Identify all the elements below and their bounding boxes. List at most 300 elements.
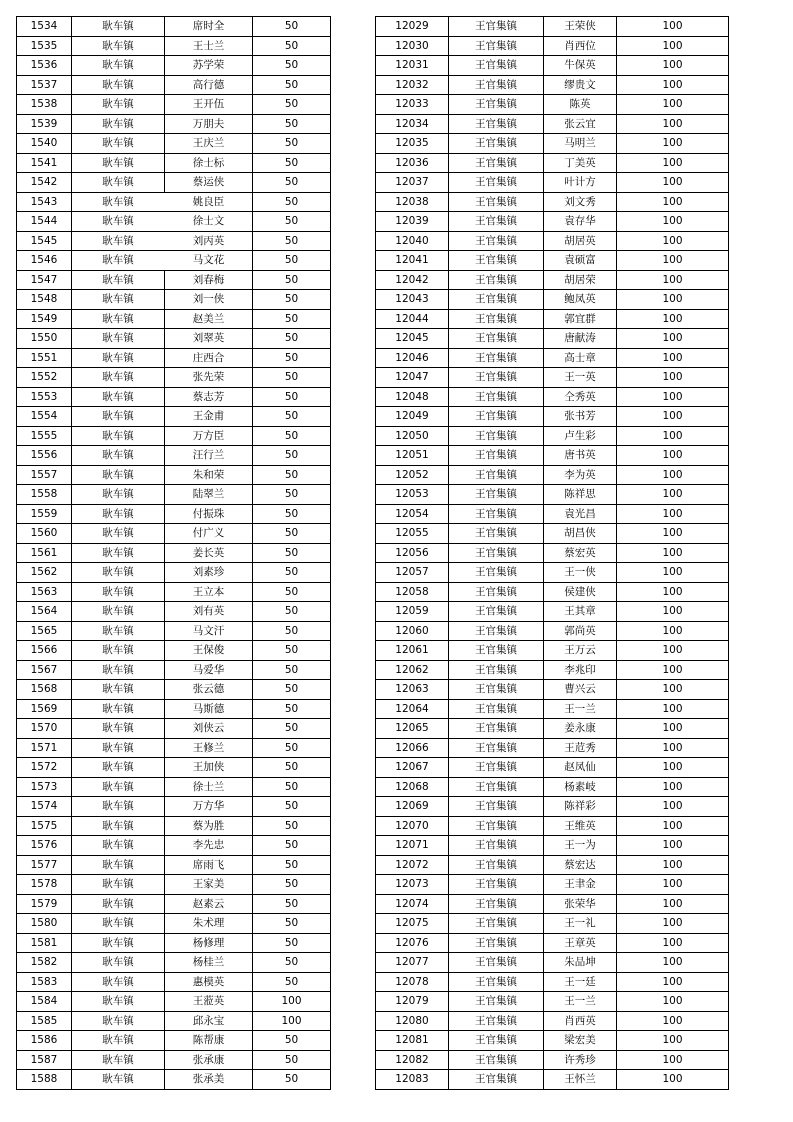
name-cell: 胡昌侠: [544, 524, 617, 544]
town-cell: 王官集镇: [449, 1011, 544, 1031]
town-cell: 王官集镇: [449, 602, 544, 622]
amount-cell: 50: [253, 134, 331, 154]
amount-cell: 100: [617, 251, 729, 271]
table-row: [17, 290, 331, 310]
name-cell: 肖西位: [544, 36, 617, 56]
town-cell: 耿车镇: [72, 797, 165, 817]
row-number-cell: 1567: [17, 660, 72, 680]
amount-cell: 100: [617, 290, 729, 310]
name-cell: 刘素珍: [165, 563, 253, 583]
row-number-cell: 1580: [17, 914, 72, 934]
name-cell: 席雨飞: [165, 855, 253, 875]
amount-cell: 100: [617, 114, 729, 134]
table-row: [376, 153, 729, 173]
row-number-cell: 12047: [376, 368, 449, 388]
amount-cell: 50: [253, 602, 331, 622]
amount-cell: 50: [253, 875, 331, 895]
table-row: [376, 56, 729, 76]
row-number-cell: 12033: [376, 95, 449, 115]
name-cell: 袁硕富: [544, 251, 617, 271]
name-cell: 王士兰: [165, 36, 253, 56]
row-number-cell: 12070: [376, 816, 449, 836]
row-number-cell: 1555: [17, 426, 72, 446]
table-row: [376, 407, 729, 427]
amount-cell: 100: [617, 504, 729, 524]
table-row: [17, 972, 331, 992]
name-cell: 刘一侠: [165, 290, 253, 310]
name-cell: 王蒞英: [165, 992, 253, 1012]
name-cell: 马爱华: [165, 660, 253, 680]
amount-cell: 50: [253, 212, 331, 232]
town-cell: 王官集镇: [449, 582, 544, 602]
amount-cell: 100: [617, 855, 729, 875]
row-number-cell: 1544: [17, 212, 72, 232]
table-row: [376, 621, 729, 641]
amount-cell: 50: [253, 36, 331, 56]
table-row: [17, 75, 331, 95]
amount-cell: 100: [617, 641, 729, 661]
table-row: [376, 212, 729, 232]
name-cell: 王保俊: [165, 641, 253, 661]
amount-cell: 50: [253, 504, 331, 524]
town-cell: 耿车镇: [72, 621, 165, 641]
name-cell: 唐书英: [544, 446, 617, 466]
table-row: [376, 309, 729, 329]
table-row: [376, 816, 729, 836]
town-cell: 耿车镇: [72, 914, 165, 934]
row-number-cell: 1553: [17, 387, 72, 407]
name-cell: 徐士文: [165, 212, 253, 232]
name-cell: 刘春梅: [165, 270, 253, 290]
amount-cell: 50: [253, 56, 331, 76]
town-cell: 耿车镇: [72, 231, 165, 251]
amount-cell: 50: [253, 524, 331, 544]
town-cell: 王官集镇: [449, 446, 544, 466]
amount-cell: 50: [253, 426, 331, 446]
row-number-cell: 1535: [17, 36, 72, 56]
row-number-cell: 12052: [376, 465, 449, 485]
name-cell: 王一礼: [544, 914, 617, 934]
amount-cell: 100: [617, 1031, 729, 1051]
name-cell: 杨桂兰: [165, 953, 253, 973]
amount-cell: 100: [617, 836, 729, 856]
name-cell: 陈祥思: [544, 485, 617, 505]
row-number-cell: 1541: [17, 153, 72, 173]
row-number-cell: 12031: [376, 56, 449, 76]
town-cell: 王官集镇: [449, 777, 544, 797]
town-cell: 耿车镇: [72, 368, 165, 388]
name-cell: 杨修理: [165, 933, 253, 953]
town-cell: 耿车镇: [72, 290, 165, 310]
name-cell: 张书芳: [544, 407, 617, 427]
table-row: [376, 36, 729, 56]
amount-cell: 100: [617, 134, 729, 154]
amount-cell: 100: [617, 212, 729, 232]
town-cell: 耿车镇: [72, 192, 165, 212]
row-number-cell: 1564: [17, 602, 72, 622]
amount-cell: 100: [617, 95, 729, 115]
name-cell: 蔡宏英: [544, 543, 617, 563]
town-cell: 王官集镇: [449, 309, 544, 329]
table-row: [376, 95, 729, 115]
amount-cell: 50: [253, 933, 331, 953]
amount-cell: 50: [253, 387, 331, 407]
table-row: [376, 192, 729, 212]
name-cell: 马斯德: [165, 699, 253, 719]
town-cell: 王官集镇: [449, 17, 544, 37]
name-cell: 蔡为胜: [165, 816, 253, 836]
town-cell: 王官集镇: [449, 212, 544, 232]
table-row: [376, 270, 729, 290]
table-row: [376, 114, 729, 134]
name-cell: 王一英: [544, 368, 617, 388]
table-row: [376, 855, 729, 875]
row-number-cell: 1582: [17, 953, 72, 973]
table-row: [376, 894, 729, 914]
town-cell: 王官集镇: [449, 485, 544, 505]
name-cell: 王一兰: [544, 699, 617, 719]
row-number-cell: 1556: [17, 446, 72, 466]
table-row: [17, 56, 331, 76]
amount-cell: 100: [617, 1011, 729, 1031]
town-cell: 耿车镇: [72, 173, 165, 193]
name-cell: 惠模英: [165, 972, 253, 992]
row-number-cell: 1536: [17, 56, 72, 76]
amount-cell: 50: [253, 95, 331, 115]
row-number-cell: 12046: [376, 348, 449, 368]
town-cell: 耿车镇: [72, 563, 165, 583]
town-cell: 王官集镇: [449, 680, 544, 700]
row-number-cell: 12077: [376, 953, 449, 973]
town-cell: 耿车镇: [72, 134, 165, 154]
name-cell: 徐士兰: [165, 777, 253, 797]
name-cell: 陈帮康: [165, 1031, 253, 1051]
name-cell: 庄西合: [165, 348, 253, 368]
name-cell: 席时全: [165, 17, 253, 37]
town-cell: 王官集镇: [449, 1070, 544, 1090]
row-number-cell: 1563: [17, 582, 72, 602]
name-cell: 王维英: [544, 816, 617, 836]
table-row: [17, 485, 331, 505]
row-number-cell: 12067: [376, 758, 449, 778]
name-cell: 陈祥彩: [544, 797, 617, 817]
row-number-cell: 1548: [17, 290, 72, 310]
name-cell: 邱永宝: [165, 1011, 253, 1031]
name-cell: 王立本: [165, 582, 253, 602]
town-cell: 王官集镇: [449, 329, 544, 349]
amount-cell: 100: [617, 719, 729, 739]
table-row: [376, 543, 729, 563]
amount-cell: 100: [617, 680, 729, 700]
amount-cell: 100: [617, 368, 729, 388]
amount-cell: 50: [253, 894, 331, 914]
row-number-cell: 1586: [17, 1031, 72, 1051]
town-cell: 耿车镇: [72, 329, 165, 349]
table-row: [17, 602, 331, 622]
right-table: [375, 16, 729, 1090]
name-cell: 叶计方: [544, 173, 617, 193]
amount-cell: 50: [253, 855, 331, 875]
amount-cell: 50: [253, 563, 331, 583]
town-cell: 王官集镇: [449, 426, 544, 446]
row-number-cell: 12076: [376, 933, 449, 953]
table-row: [17, 758, 331, 778]
name-cell: 万朋夫: [165, 114, 253, 134]
amount-cell: 100: [617, 387, 729, 407]
amount-cell: 100: [617, 1050, 729, 1070]
name-cell: 姚良臣: [165, 192, 253, 212]
table-row: [17, 329, 331, 349]
amount-cell: 50: [253, 816, 331, 836]
amount-cell: 100: [617, 192, 729, 212]
row-number-cell: 12044: [376, 309, 449, 329]
name-cell: 王金甫: [165, 407, 253, 427]
name-cell: 蔡运侠: [165, 173, 253, 193]
table-row: [376, 348, 729, 368]
table-row: [376, 582, 729, 602]
name-cell: 鲍凤英: [544, 290, 617, 310]
table-row: [376, 738, 729, 758]
name-cell: 刘丙英: [165, 231, 253, 251]
row-number-cell: 1538: [17, 95, 72, 115]
name-cell: 高士章: [544, 348, 617, 368]
name-cell: 郭尚英: [544, 621, 617, 641]
amount-cell: 50: [253, 797, 331, 817]
name-cell: 张云宜: [544, 114, 617, 134]
name-cell: 刘有英: [165, 602, 253, 622]
town-cell: 耿车镇: [72, 972, 165, 992]
town-cell: 耿车镇: [72, 1070, 165, 1090]
amount-cell: 100: [617, 894, 729, 914]
row-number-cell: 1581: [17, 933, 72, 953]
table-row: [17, 1070, 331, 1090]
table-row: [17, 114, 331, 134]
table-row: [17, 173, 331, 193]
table-row: [376, 972, 729, 992]
row-number-cell: 1584: [17, 992, 72, 1012]
table-row: [17, 914, 331, 934]
table-row: [17, 953, 331, 973]
amount-cell: 100: [617, 738, 729, 758]
name-cell: 李先忠: [165, 836, 253, 856]
table-row: [17, 719, 331, 739]
amount-cell: 50: [253, 173, 331, 193]
amount-cell: 100: [617, 153, 729, 173]
row-number-cell: 12054: [376, 504, 449, 524]
left-table: [16, 16, 331, 1090]
table-row: [376, 465, 729, 485]
amount-cell: 50: [253, 1031, 331, 1051]
table-row: [376, 1031, 729, 1051]
table-row: [17, 855, 331, 875]
table-row: [376, 17, 729, 37]
town-cell: 耿车镇: [72, 602, 165, 622]
name-cell: 赵美兰: [165, 309, 253, 329]
amount-cell: 50: [253, 407, 331, 427]
town-cell: 耿车镇: [72, 641, 165, 661]
town-cell: 王官集镇: [449, 738, 544, 758]
amount-cell: 50: [253, 1070, 331, 1090]
town-cell: 王官集镇: [449, 173, 544, 193]
town-cell: 耿车镇: [72, 56, 165, 76]
name-cell: 王万云: [544, 641, 617, 661]
town-cell: 王官集镇: [449, 992, 544, 1012]
row-number-cell: 12058: [376, 582, 449, 602]
name-cell: 马文花: [165, 251, 253, 271]
table-row: [376, 602, 729, 622]
table-row: [376, 524, 729, 544]
row-number-cell: 1571: [17, 738, 72, 758]
town-cell: 王官集镇: [449, 368, 544, 388]
name-cell: 王聿金: [544, 875, 617, 895]
table-row: [17, 309, 331, 329]
row-number-cell: 1534: [17, 17, 72, 37]
name-cell: 唐献涛: [544, 329, 617, 349]
row-number-cell: 12063: [376, 680, 449, 700]
table-row: [17, 582, 331, 602]
table-row: [376, 75, 729, 95]
name-cell: 袁存华: [544, 212, 617, 232]
row-number-cell: 12048: [376, 387, 449, 407]
amount-cell: 100: [617, 270, 729, 290]
table-row: [376, 485, 729, 505]
amount-cell: 50: [253, 641, 331, 661]
town-cell: 耿车镇: [72, 953, 165, 973]
row-number-cell: 1539: [17, 114, 72, 134]
table-row: [376, 758, 729, 778]
amount-cell: 50: [253, 543, 331, 563]
town-cell: 耿车镇: [72, 485, 165, 505]
town-cell: 耿车镇: [72, 465, 165, 485]
town-cell: 王官集镇: [449, 836, 544, 856]
name-cell: 王一兰: [544, 992, 617, 1012]
name-cell: 王苊秀: [544, 738, 617, 758]
table-row: [376, 387, 729, 407]
amount-cell: 50: [253, 17, 331, 37]
amount-cell: 50: [253, 621, 331, 641]
table-row: [376, 1011, 729, 1031]
town-cell: 耿车镇: [72, 933, 165, 953]
row-number-cell: 12075: [376, 914, 449, 934]
town-cell: 王官集镇: [449, 1050, 544, 1070]
row-number-cell: 12080: [376, 1011, 449, 1031]
row-number-cell: 12043: [376, 290, 449, 310]
name-cell: 刘翠英: [165, 329, 253, 349]
amount-cell: 50: [253, 953, 331, 973]
table-row: [376, 953, 729, 973]
table-row: [17, 777, 331, 797]
name-cell: 王怀兰: [544, 1070, 617, 1090]
row-number-cell: 1542: [17, 173, 72, 193]
amount-cell: 50: [253, 348, 331, 368]
amount-cell: 50: [253, 1050, 331, 1070]
amount-cell: 50: [253, 660, 331, 680]
row-number-cell: 12035: [376, 134, 449, 154]
town-cell: 耿车镇: [72, 524, 165, 544]
row-number-cell: 1552: [17, 368, 72, 388]
town-cell: 王官集镇: [449, 719, 544, 739]
town-cell: 王官集镇: [449, 660, 544, 680]
town-cell: 王官集镇: [449, 563, 544, 583]
town-cell: 王官集镇: [449, 524, 544, 544]
table-row: [376, 699, 729, 719]
row-number-cell: 12074: [376, 894, 449, 914]
amount-cell: 100: [617, 699, 729, 719]
town-cell: 耿车镇: [72, 875, 165, 895]
table-row: [17, 504, 331, 524]
row-number-cell: 12045: [376, 329, 449, 349]
row-number-cell: 1546: [17, 251, 72, 271]
row-number-cell: 1562: [17, 563, 72, 583]
amount-cell: 50: [253, 719, 331, 739]
table-row: [17, 894, 331, 914]
row-number-cell: 1551: [17, 348, 72, 368]
amount-cell: 100: [617, 777, 729, 797]
table-row: [376, 134, 729, 154]
town-cell: 王官集镇: [449, 1031, 544, 1051]
town-cell: 王官集镇: [449, 894, 544, 914]
town-cell: 耿车镇: [72, 816, 165, 836]
town-cell: 耿车镇: [72, 446, 165, 466]
name-cell: 曹兴云: [544, 680, 617, 700]
town-cell: 耿车镇: [72, 719, 165, 739]
town-cell: 耿车镇: [72, 75, 165, 95]
town-cell: 耿车镇: [72, 1050, 165, 1070]
name-cell: 姜长英: [165, 543, 253, 563]
row-number-cell: 1572: [17, 758, 72, 778]
town-cell: 耿车镇: [72, 738, 165, 758]
table-row: [17, 407, 331, 427]
town-cell: 王官集镇: [449, 75, 544, 95]
town-cell: 耿车镇: [72, 270, 165, 290]
amount-cell: 100: [617, 17, 729, 37]
amount-cell: 50: [253, 329, 331, 349]
town-cell: 耿车镇: [72, 758, 165, 778]
amount-cell: 100: [617, 816, 729, 836]
row-number-cell: 12065: [376, 719, 449, 739]
table-row: [17, 797, 331, 817]
table-row: [17, 543, 331, 563]
name-cell: 许秀珍: [544, 1050, 617, 1070]
name-cell: 赵凤仙: [544, 758, 617, 778]
town-cell: 耿车镇: [72, 309, 165, 329]
row-number-cell: 1568: [17, 680, 72, 700]
table-row: [17, 95, 331, 115]
amount-cell: 100: [617, 524, 729, 544]
name-cell: 朱术理: [165, 914, 253, 934]
town-cell: 耿车镇: [72, 36, 165, 56]
row-number-cell: 12051: [376, 446, 449, 466]
row-number-cell: 12053: [376, 485, 449, 505]
name-cell: 王其章: [544, 602, 617, 622]
row-number-cell: 12060: [376, 621, 449, 641]
name-cell: 蔡志芳: [165, 387, 253, 407]
right-table-body: [376, 17, 729, 1090]
table-row: [376, 1070, 729, 1090]
row-number-cell: 12068: [376, 777, 449, 797]
row-number-cell: 1574: [17, 797, 72, 817]
table-row: [17, 660, 331, 680]
table-row: [17, 1031, 331, 1051]
amount-cell: 50: [253, 758, 331, 778]
amount-cell: 100: [617, 36, 729, 56]
row-number-cell: 12040: [376, 231, 449, 251]
town-cell: 耿车镇: [72, 407, 165, 427]
table-row: [17, 524, 331, 544]
name-cell: 万方臣: [165, 426, 253, 446]
amount-cell: 50: [253, 251, 331, 271]
table-row: [17, 426, 331, 446]
